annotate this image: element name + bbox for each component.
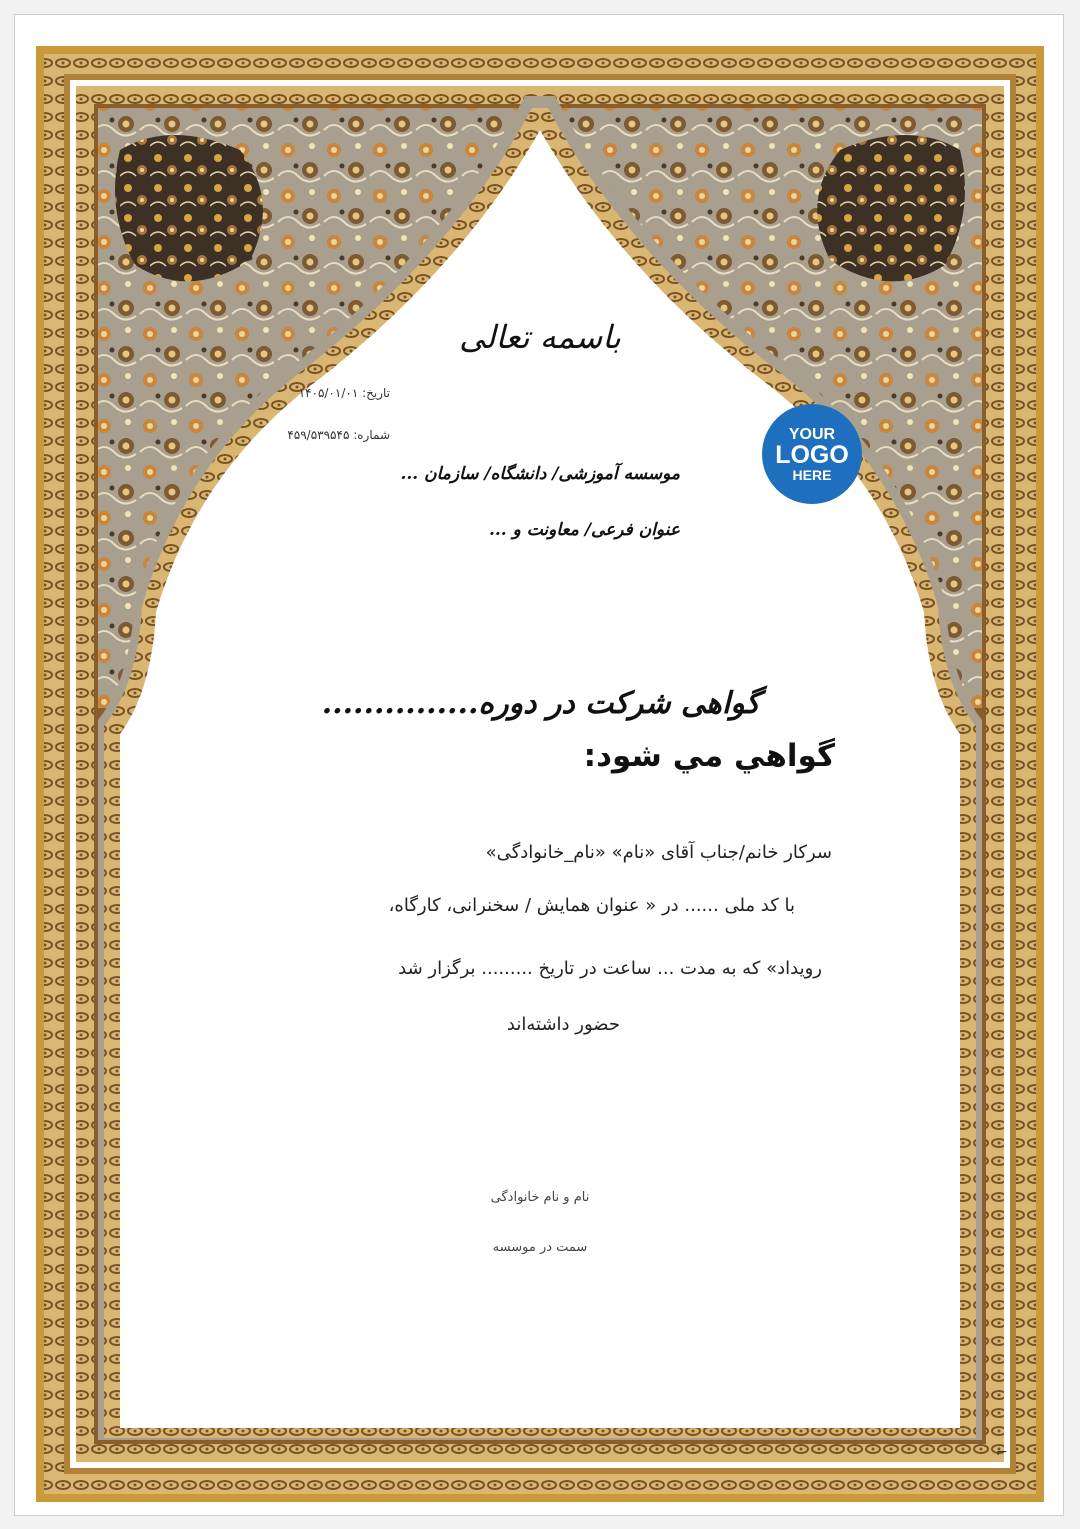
logo-placeholder [762, 404, 862, 504]
body-line-4: حضور داشته‌اند [506, 1014, 620, 1035]
signer-position: سمت در موسسه [492, 1240, 588, 1255]
body-line-3: رویداد» که به مدت ... ساعت در تاریخ ......... برگزار شد [398, 958, 822, 979]
logo-text-bottom: HERE [792, 466, 832, 483]
logo-text-top: YOUR [788, 425, 836, 443]
certificate-number: شماره: ۴۵۹/۵۳۹۵۴۵ [287, 428, 390, 442]
certifies-heading: گواهي مي شود: [583, 738, 835, 774]
certificate-title: گواهی شرکت در دوره............... [321, 686, 760, 721]
signer-name: نام و نام خانوادگی [490, 1190, 590, 1205]
certificate-date: تاریخ: ۱۴۰۵/۰۱/۰۱ [298, 386, 390, 400]
basmala-heading: باسمه تعالی [459, 318, 621, 356]
sub-institution-title: عنوان فرعی/ معاونت و ... [488, 520, 680, 540]
page-corner-mark: ⌐ [996, 1445, 1008, 1461]
body-line-1: سرکار خانم/جناب آقای «نام» «نام_خانوادگی» [485, 842, 832, 863]
body-line-2: با کد ملی ...... در « عنوان همایش / سخنرانی، کارگاه، [388, 895, 795, 916]
logo-text-middle: LOGO [775, 440, 849, 469]
institution-name: موسسه آموزشی/ دانشگاه/ سازمان ... [400, 464, 680, 484]
